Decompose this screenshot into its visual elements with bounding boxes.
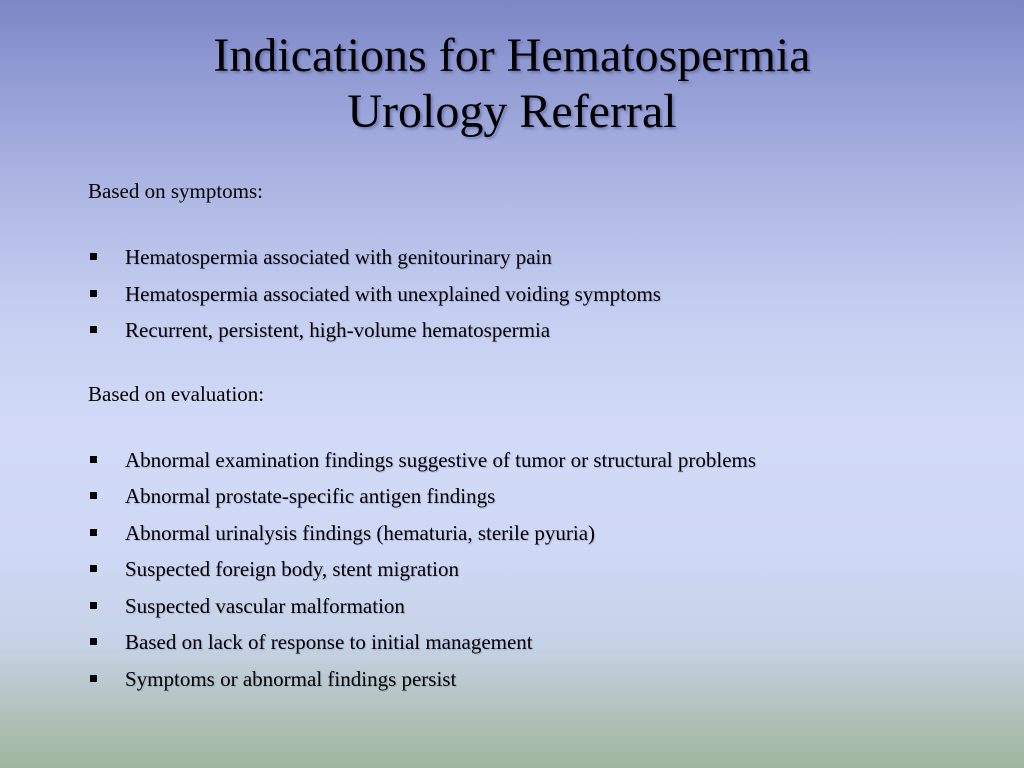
- square-bullet-icon: [90, 456, 97, 463]
- list-item: [88, 629, 988, 655]
- list-item-text: Based on lack of response to initial management: [125, 630, 533, 654]
- title-line-2: Urology Referral: [347, 85, 677, 138]
- square-bullet-icon: [90, 492, 97, 499]
- list-item: [88, 666, 988, 692]
- evaluation-list: [88, 447, 988, 692]
- square-bullet-icon: [90, 326, 97, 333]
- list-item: [88, 281, 988, 307]
- list-item-text: Abnormal examination findings suggestive of tumor or structural problems: [125, 447, 757, 472]
- list-item: [88, 317, 988, 343]
- symptoms-heading: Based on symptoms:: [88, 179, 264, 203]
- list-item: [88, 520, 988, 546]
- square-bullet-icon: [90, 290, 97, 297]
- title-line-1: Indications for Hematospermia: [213, 29, 811, 82]
- list-item-text: Abnormal urinalysis findings (hematuria, sterile pyuria): [125, 520, 596, 545]
- list-item-text: Recurrent, persistent, high-volume hematospermia: [125, 318, 551, 342]
- list-item: [88, 483, 988, 509]
- list-item-text: Hematospermia associated with unexplained voiding symptoms: [125, 281, 661, 306]
- square-bullet-icon: [90, 675, 97, 682]
- evaluation-heading: Based on evaluation:: [88, 381, 265, 406]
- slide-title: [0, 28, 1024, 140]
- square-bullet-icon: [90, 602, 97, 609]
- list-item-text: Hematospermia associated with genitourinary pain: [125, 245, 552, 269]
- list-item-text: Symptoms or abnormal findings persist: [125, 666, 457, 691]
- square-bullet-icon: [90, 253, 97, 260]
- square-bullet-icon: [90, 565, 97, 572]
- square-bullet-icon: [90, 529, 97, 536]
- list-item: [88, 244, 988, 270]
- list-item: [88, 447, 988, 473]
- symptoms-list: [88, 244, 988, 343]
- list-item: [88, 593, 988, 619]
- list-item: [88, 556, 988, 582]
- list-item-text: Abnormal prostate-specific antigen findings: [125, 484, 496, 508]
- list-item-text: Suspected foreign body, stent migration: [125, 557, 459, 581]
- list-item-text: Suspected vascular malformation: [125, 593, 405, 618]
- slide-body: [88, 178, 988, 702]
- square-bullet-icon: [90, 638, 97, 645]
